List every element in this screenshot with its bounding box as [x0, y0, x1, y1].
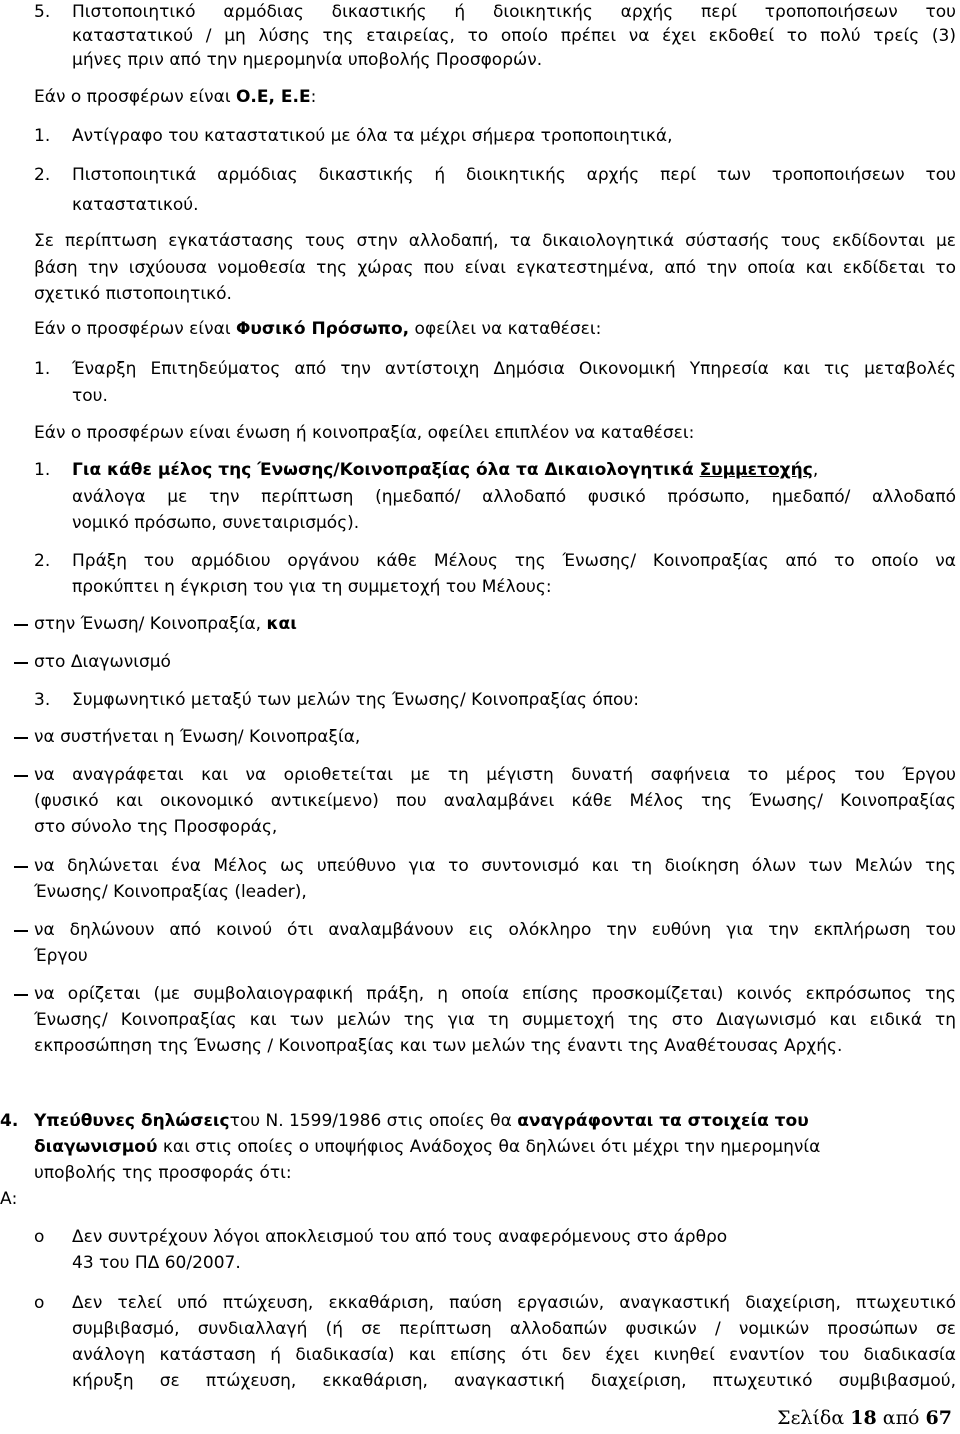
union-dash-a-bold: και — [266, 614, 297, 634]
dash-bullet — [14, 775, 28, 777]
union-dash-5-line-1: να ορίζεται (με συμβολαιογραφική πράξη, η οποία επίσης προσκομίζεται) κοινός εκπρόσωπος της — [34, 984, 956, 1004]
abroad-line-1: Σε περίπτωση εγκατάστασης τους στην αλλοδαπή, τα δικαιολογητικά σύστασής τους εκδίδονται με — [34, 231, 956, 251]
item5-line-1: Πιστοποιητικό αρμόδιας δικαστικής ή διοικητικής αρχής περί τροποποιήσεων του — [72, 2, 956, 22]
item-number: 1. — [34, 126, 51, 146]
union-dash-1-line-1: να συστήνεται η Ένωση/ Κοινοπραξία, — [34, 727, 361, 747]
section4-bullet-1-line-2: 43 του ΠΔ 60/2007. — [72, 1253, 241, 1273]
physical-item1-line-2: του. — [72, 386, 108, 406]
dash-bullet — [14, 737, 28, 739]
union-dash-5-line-2: Ένωσης/ Κοινοπραξίας και των μελών της για τη συμμετοχή της στο Διαγωνισμό και ειδικά τη — [34, 1010, 956, 1030]
section4-text-b: και στις οποίες ο υποψήφιος Ανάδοχος θα δηλώνει ότι μέχρι την ημερομηνία — [157, 1137, 821, 1157]
union-dash-2-line-2: (φυσικό και οικονομικό αντικείμενο) που αναλαμβάνει κάθε Μέλος της Ένωσης/ Κοινοπραξίας — [34, 791, 956, 811]
oe-bold-text: Ο.Ε, Ε.Ε — [235, 87, 311, 107]
union-item2-line-2: προκύπτει η έγκριση του για τη συμμετοχή του Μέλους: — [72, 577, 552, 597]
dash-bullet — [14, 930, 28, 932]
physical-rest-text: οφείλει να καταθέσει: — [409, 319, 602, 339]
footer-page-number: 18 — [850, 1407, 877, 1429]
page-footer — [777, 1406, 952, 1430]
abroad-line-2: βάση την ισχύουσα νομοθεσία της χώρας που είναι εγκατεστημένα, από την οποία και εκδίδεται το — [34, 258, 956, 278]
union-dash-5-line-3: εκπροσώπηση της Ένωσης / Κοινοπραξίας και των μελών της έναντι της Αναθέτουσας Αρχής. — [34, 1036, 843, 1056]
union-dash-4-line-2: Έργου — [34, 946, 88, 966]
union-dash-4-line-1: να δηλώνουν από κοινού ότι αναλαμβάνουν εις ολόκληρο την ευθύνη για την εκπλήρωση του — [34, 920, 956, 940]
item-number: 2. — [34, 165, 51, 185]
physical-bold-text: Φυσικό Πρόσωπο, — [235, 319, 410, 339]
section-number: 4. — [0, 1111, 19, 1131]
union-item3-text: Συμφωνητικό μεταξύ των μελών της Ένωσης/ Κοινοπραξίας όπου: — [72, 690, 639, 710]
footer-total-pages: 67 — [925, 1407, 952, 1429]
union-dash-3-line-2: Ένωσης/ Κοινοπραξίας (leader), — [34, 882, 307, 902]
bullet-marker: o — [34, 1293, 45, 1313]
section4-bullet-2-line-4: κήρυξη σε πτώχευση, εκκαθάριση, αναγκαστική διαχείριση, πτωχευτικό συμβιβασμού, — [72, 1371, 956, 1391]
union-dash-2-line-1: να αναγράφεται και να οριοθετείται με τη μέγιστη δυνατή σαφήνεια το μέρος του Έργου — [34, 765, 956, 785]
item-number: 3. — [34, 690, 51, 710]
union-dash-a — [34, 612, 297, 636]
section4-bold-a: Υπεύθυνες δηλώσεις — [34, 1111, 230, 1131]
section4-line-3: υποβολής της προσφοράς ότι: — [34, 1163, 292, 1183]
physical-item1-line-1: Έναρξη Επιτηδεύματος από την αντίστοιχη Δημόσια Οικονομική Υπηρεσία και τις μεταβολές — [72, 359, 956, 379]
union-item1-comma: , — [812, 460, 819, 480]
section4-line-1 — [34, 1109, 809, 1133]
union-item1-underlined: Συμμετοχής — [699, 460, 813, 480]
physical-intro-paragraph — [34, 317, 601, 341]
item-number: 2. — [34, 551, 51, 571]
abroad-line-3: σχετικό πιστοποιητικό. — [34, 284, 232, 304]
oe-item2-line-1: Πιστοποιητικά αρμόδιας δικαστικής ή διοικητικής αρχής περί των τροποποιήσεων του — [72, 165, 956, 185]
union-item1-bold: Για κάθε μέλος της Ένωσης/Κοινοπραξίας όλα τα Δικαιολογητικά — [72, 460, 700, 480]
oe-intro-text: Εάν ο προσφέρων είναι — [34, 87, 236, 107]
dash-bullet — [14, 866, 28, 868]
footer-of-word: από — [882, 1407, 920, 1429]
section4-bullet-1-line-1: Δεν συντρέχουν λόγοι αποκλεισμού του από τους αναφερόμενους στο άρθρο — [72, 1227, 728, 1247]
section4-bold-c: διαγωνισμού — [34, 1137, 158, 1157]
footer-page-word: Σελίδα — [777, 1407, 845, 1429]
union-item1-line-2: νομικό πρόσωπο, συνεταιρισμός). — [72, 513, 360, 533]
item-number: 1. — [34, 359, 51, 379]
section4-bullet-2-line-3: ανάλογη κατάσταση ή διαδικασία) και επίσης ότι δεν έχει κινηθεί εναντίον του διαδικασία — [72, 1345, 956, 1365]
oe-item1-line: Αντίγραφο του καταστατικού με όλα τα μέχρι σήμερα τροποποιητικά, — [72, 126, 673, 146]
item5-line-2: καταστατικού / μη λύσης της εταιρείας, το οποίο πρέπει να έχει εκδοθεί το πολύ τρείς (3) — [72, 26, 956, 46]
dash-bullet — [14, 994, 28, 996]
union-dash-a-text: στην Ένωση/ Κοινοπραξία, — [34, 614, 267, 634]
dash-bullet — [14, 662, 28, 664]
oe-item2-line-2: καταστατικού. — [72, 195, 199, 215]
union-dash-3-line-1: να δηλώνεται ένα Μέλος ως υπεύθυνο για το συντονισμό και τη διοίκηση όλων των Μελών της — [34, 856, 956, 876]
section4-bold-b: αναγράφονται τα στοιχεία του — [517, 1111, 809, 1131]
union-item1-heading — [72, 458, 956, 482]
oe-intro-paragraph — [34, 85, 316, 109]
section4-text-a: του Ν. 1599/1986 στις οποίες θα — [229, 1111, 518, 1131]
union-dash-2-line-3: στο σύνολο της Προσφοράς, — [34, 817, 278, 837]
union-dash-b: στο Διαγωνισμό — [34, 652, 171, 672]
item5-line-3: μήνες πριν από την ημερομηνία υποβολής Προσφορών. — [72, 50, 543, 70]
section4-label-a: Α: — [0, 1189, 18, 1209]
union-intro: Εάν ο προσφέρων είναι ένωση ή κοινοπραξία, οφείλει επιπλέον να καταθέσει: — [34, 423, 695, 443]
section4-bullet-2-line-2: συμβιβασμό, συνδιαλλαγή (ή σε περίπτωση αλλοδαπών φυσικών / νομικών προσώπων σε — [72, 1319, 956, 1339]
physical-intro-text: Εάν ο προσφέρων είναι — [34, 319, 236, 339]
section4-line-2 — [34, 1135, 820, 1159]
oe-colon: : — [310, 87, 317, 107]
section4-bullet-2-line-1: Δεν τελεί υπό πτώχευση, εκκαθάριση, παύση εργασιών, αναγκαστική διαχείριση, πτωχευτικό — [72, 1293, 956, 1313]
bullet-marker: o — [34, 1227, 45, 1247]
item-number: 1. — [34, 460, 51, 480]
dash-bullet — [14, 624, 28, 626]
item-number: 5. — [34, 2, 51, 22]
union-item1-line-1: ανάλογα με την περίπτωση (ημεδαπό/ αλλοδαπό φυσικό πρόσωπο, ημεδαπό/ αλλοδαπό — [72, 487, 956, 507]
union-item2-line-1: Πράξη του αρμόδιου οργάνου κάθε Μέλους της Ένωσης/ Κοινοπραξίας από το οποίο να — [72, 551, 956, 571]
